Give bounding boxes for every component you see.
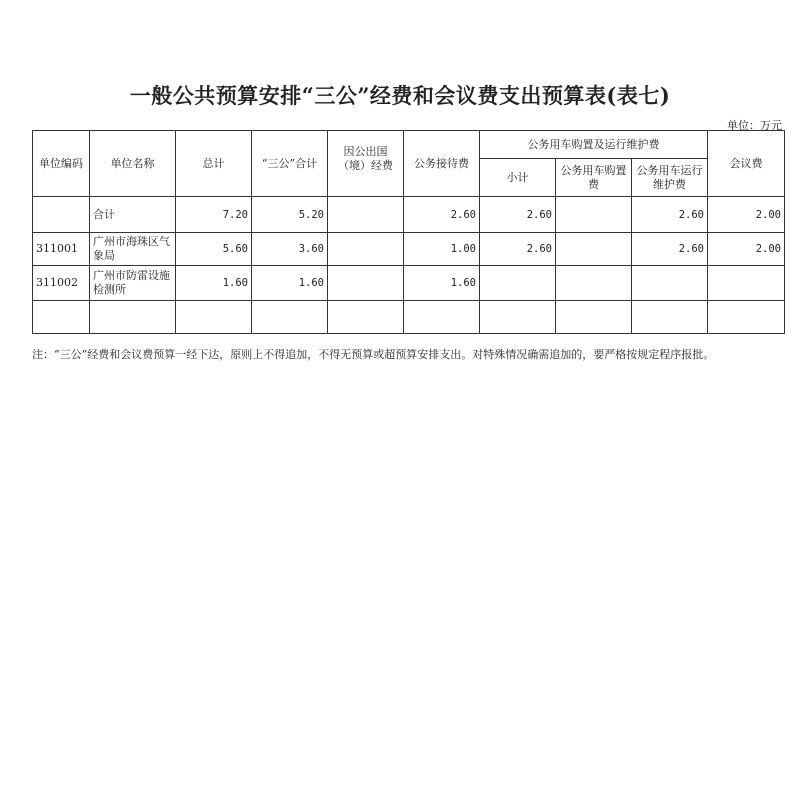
cell-name: 合计: [90, 197, 176, 233]
cell-code: 311002: [33, 266, 90, 301]
page-title: 一般公共预算安排“三公”经费和会议费支出预算表(表七): [129, 83, 671, 108]
cell-reception: [404, 301, 480, 334]
cell-meeting: [708, 266, 785, 301]
table-row: [33, 197, 785, 233]
cell-abroad: [328, 197, 404, 233]
cell-meeting: 2.00: [708, 233, 785, 266]
cell-abroad: [328, 301, 404, 334]
cell-vehicle-purchase: [556, 233, 632, 266]
table-row: [33, 266, 785, 301]
cell-abroad: [328, 233, 404, 266]
header-name: 单位名称: [90, 131, 176, 197]
cell-vehicle-subtotal: 2.60: [480, 233, 556, 266]
footnote: 注：“三公”经费和会议费预算一经下达，原则上不得追加，不得无预算或超预算安排支出。对特殊情况确需追加的，要严格按规定程序报批。: [32, 348, 715, 361]
cell-sangong-total: [252, 301, 328, 334]
cell-sangong-total: 3.60: [252, 233, 328, 266]
cell-code: [33, 197, 90, 233]
header-row-top: [33, 131, 785, 159]
cell-vehicle-purchase: [556, 301, 632, 334]
header-sangong-total: “三公”合计: [252, 131, 328, 197]
cell-abroad: [328, 266, 404, 301]
cell-vehicle-purchase: [556, 266, 632, 301]
cell-code: [33, 301, 90, 334]
header-vehicle-group: 公务用车购置及运行维护费: [480, 131, 708, 159]
header-meeting: 会议费: [708, 131, 785, 197]
header-vehicle-purchase: 公务用车购置费: [556, 159, 632, 197]
cell-reception: 1.60: [404, 266, 480, 301]
cell-vehicle-subtotal: 2.60: [480, 197, 556, 233]
cell-vehicle-subtotal: [480, 301, 556, 334]
header-code: 单位编码: [33, 131, 90, 197]
table-row: [33, 233, 785, 266]
cell-name: 广州市防雷设施检测所: [90, 266, 176, 301]
cell-name: [90, 301, 176, 334]
cell-vehicle-purchase: [556, 197, 632, 233]
cell-vehicle-operation: 2.60: [632, 233, 708, 266]
cell-sangong-total: 5.20: [252, 197, 328, 233]
budget-table: [32, 130, 785, 334]
cell-vehicle-operation: 2.60: [632, 197, 708, 233]
cell-total: [176, 301, 252, 334]
unit-label: 单位：万元: [727, 119, 782, 132]
cell-reception: 1.00: [404, 233, 480, 266]
cell-code: 311001: [33, 233, 90, 266]
cell-meeting: [708, 301, 785, 334]
cell-total: 7.20: [176, 197, 252, 233]
cell-vehicle-subtotal: [480, 266, 556, 301]
cell-sangong-total: 1.60: [252, 266, 328, 301]
table-row: [33, 301, 785, 334]
header-total: 总计: [176, 131, 252, 197]
cell-reception: 2.60: [404, 197, 480, 233]
cell-total: 5.60: [176, 233, 252, 266]
cell-meeting: 2.00: [708, 197, 785, 233]
cell-vehicle-operation: [632, 301, 708, 334]
cell-name: 广州市海珠区气象局: [90, 233, 176, 266]
header-abroad: 因公出国（境）经费: [328, 131, 404, 197]
cell-vehicle-operation: [632, 266, 708, 301]
header-vehicle-subtotal: 小计: [480, 159, 556, 197]
header-reception: 公务接待费: [404, 131, 480, 197]
cell-total: 1.60: [176, 266, 252, 301]
header-vehicle-operation: 公务用车运行维护费: [632, 159, 708, 197]
